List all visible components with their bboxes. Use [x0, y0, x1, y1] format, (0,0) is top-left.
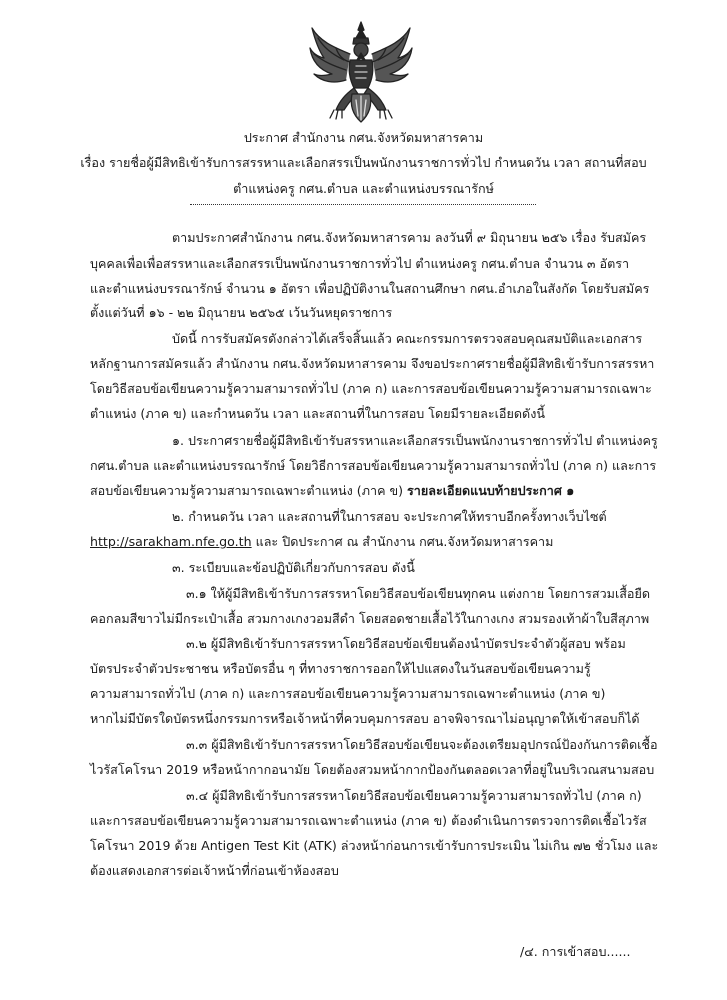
p1-line-1: ตามประกาศสำนักงาน กศน.จังหวัดมหาสารคาม ลงวันที่ ๙ มิถุนายน ๒๕๖ เรื่อง รับสมัคร: [172, 230, 647, 245]
subject-line-1: เรื่อง รายชื่อผู้มีสิทธิเข้ารับการสรรหาและเลือกสรรเป็นพนักงานราชการทั่วไป กำหนดวัน เวลา สถานที่สอบ: [80, 155, 647, 170]
garuda-emblem-icon: [306, 18, 416, 126]
item2-line-1: ๒. กำหนดวัน เวลา และสถานที่ในการสอบ จะประกาศให้ทราบอีกครั้งทางเว็บไซต์: [172, 509, 607, 524]
continuation-note: /๔. การเข้าสอบ......: [520, 944, 631, 959]
p1-line-3: และตำแหน่งบรรณารักษ์ จำนวน ๑ อัตรา เพื่อปฏิบัติงานในสถานศึกษา กศน.อำเภอในสังกัด โดยรับสมัคร: [90, 281, 650, 296]
item3-4-line-1: ๓.๔ ผู้มีสิทธิเข้ารับการสรรหาโดยวิธีสอบข้อเขียนความรู้ความสามารถทั่วไป (ภาค ก): [186, 788, 642, 803]
item3-2-line-3: ความสามารถทั่วไป (ภาค ก) และการสอบข้อเขียนความรู้ความสามารถเฉพาะตำแหน่ง (ภาค ข): [90, 686, 606, 701]
dotted-divider: [190, 204, 536, 207]
item3-2-line-4: หากไม่มีบัตรใดบัตรหนึ่งกรรมการหรือเจ้าหน้าที่ควบคุมการสอบ อาจพิจารณาไม่อนุญาตให้เข้าสอบก็ได้: [90, 711, 640, 726]
item3-3-line-1: ๓.๓ ผู้มีสิทธิเข้ารับการสรรหาโดยวิธีสอบข้อเขียนจะต้องเตรียมอุปกรณ์ป้องกันการติดเชื้อ: [186, 737, 658, 752]
item1-attachment-note: รายละเอียดแนบท้ายประกาศ ๑: [407, 483, 575, 498]
p2-line-4: ตำแหน่ง (ภาค ข) และกำหนดวัน เวลา และสถานที่ในการสอบ โดยมีรายละเอียดดังนี้: [90, 406, 545, 421]
item3-4-line-3: โคโรนา 2019 ด้วย Antigen Test Kit (ATK) ล่วงหน้าก่อนการเข้ารับการประเมิน ไม่เกิน ๗๒ ชั่วโมง และ: [90, 838, 659, 853]
item1-last-text: สอบข้อเขียนความรู้ความสามารถเฉพาะตำแหน่ง (ภาค ข): [90, 483, 408, 498]
item3-3-line-2: ไวรัสโคโรนา 2019 หรือหน้ากากอนามัย โดยต้องสวมหน้ากากป้องกันตลอดเวลาที่อยู่ในบริเวณสนามสอบ: [90, 762, 655, 777]
item3-4-line-2: และการสอบข้อเขียนความรู้ความสามารถเฉพาะตำแหน่ง (ภาค ข) ต้องดำเนินการตรวจการติดเชื้อไวรัส: [90, 813, 647, 828]
p1-line-2: บุคคลเพื่อเพื่อสรรหาและเลือกสรรเป็นพนักงานราชการทั่วไป ตำแหน่งครู กศน.ตำบล จำนวน ๓ อัตรา: [90, 256, 630, 271]
item2-line-2: [90, 534, 553, 550]
item1-line-1: ๑. ประกาศรายชื่อผู้มีสิทธิเข้ารับสรรหาและเลือกสรรเป็นพนักงานราชการทั่วไป ตำแหน่งครู: [172, 433, 658, 448]
p1-line-4: ตั้งแต่วันที่ ๑๖ - ๒๒ มิถุนายน ๒๕๖๕ เว้นวันหยุดราชการ: [90, 305, 393, 320]
item3-4-line-4: ต้องแสดงเอกสารต่อเจ้าหน้าที่ก่อนเข้าห้องสอบ: [90, 863, 339, 878]
p2-line-2: หลักฐานการสมัครแล้ว สำนักงาน กศน.จังหวัดมหาสารคาม จึงขอประกาศรายชื่อผู้มีสิทธิเข้ารับการสรรหา: [90, 356, 655, 371]
item3-2-line-2: บัตรประจำตัวประชาชน หรือบัตรอื่น ๆ ที่ทางราชการออกให้ไปแสดงในวันสอบข้อเขียนความรู้: [90, 661, 591, 676]
item3-heading: ๓. ระเบียบและข้อปฏิบัติเกี่ยวกับการสอบ ดังนี้: [172, 560, 415, 575]
p2-line-3: โดยวิธีสอบข้อเขียนความรู้ความสามารถทั่วไป (ภาค ก) และการสอบข้อเขียนความรู้ความสามารถเฉพาะ: [90, 381, 652, 396]
p2-line-1: บัดนี้ การรับสมัครดังกล่าวได้เสร็จสิ้นแล้ว คณะกรรมการตรวจสอบคุณสมบัติและเอกสาร: [172, 331, 643, 346]
item3-1-line-2: คอกลมสีขาวไม่มีกระเป๋าเสื้อ สวมกางเกงวอมสีดำ โดยสอดชายเสื้อไว้ในกางเกง สวมรองเท้าผ้าใบสีสุภาพ: [90, 611, 650, 626]
subject-line-2: ตำแหน่งครู กศน.ตำบล และตำแหน่งบรรณารักษ์: [233, 181, 494, 196]
announcement-title: ประกาศ สำนักงาน กศน.จังหวัดมหาสารคาม: [243, 130, 484, 145]
item3-1-line-1: ๓.๑ ให้ผู้มีสิทธิเข้ารับการสรรหาโดยวิธีสอบข้อเขียนทุกคน แต่งกาย โดยการสวมเสื้อยืด: [186, 586, 651, 601]
item1-line-3: [90, 483, 574, 499]
item2-rest-text: และ ปิดประกาศ ณ สำนักงาน กศน.จังหวัดมหาสารคาม: [251, 534, 554, 549]
website-link[interactable]: http://sarakham.nfe.go.th: [90, 534, 252, 549]
item3-2-line-1: ๓.๒ ผู้มีสิทธิเข้ารับการสรรหาโดยวิธีสอบข้อเขียนต้องนำบัตรประจำตัวผู้สอบ พร้อม: [186, 636, 626, 651]
item1-line-2: กศน.ตำบล และตำแหน่งบรรณารักษ์ โดยวิธีการสอบข้อเขียนความรู้ความสามารถทั่วไป (ภาค ก) และการ: [90, 458, 657, 473]
